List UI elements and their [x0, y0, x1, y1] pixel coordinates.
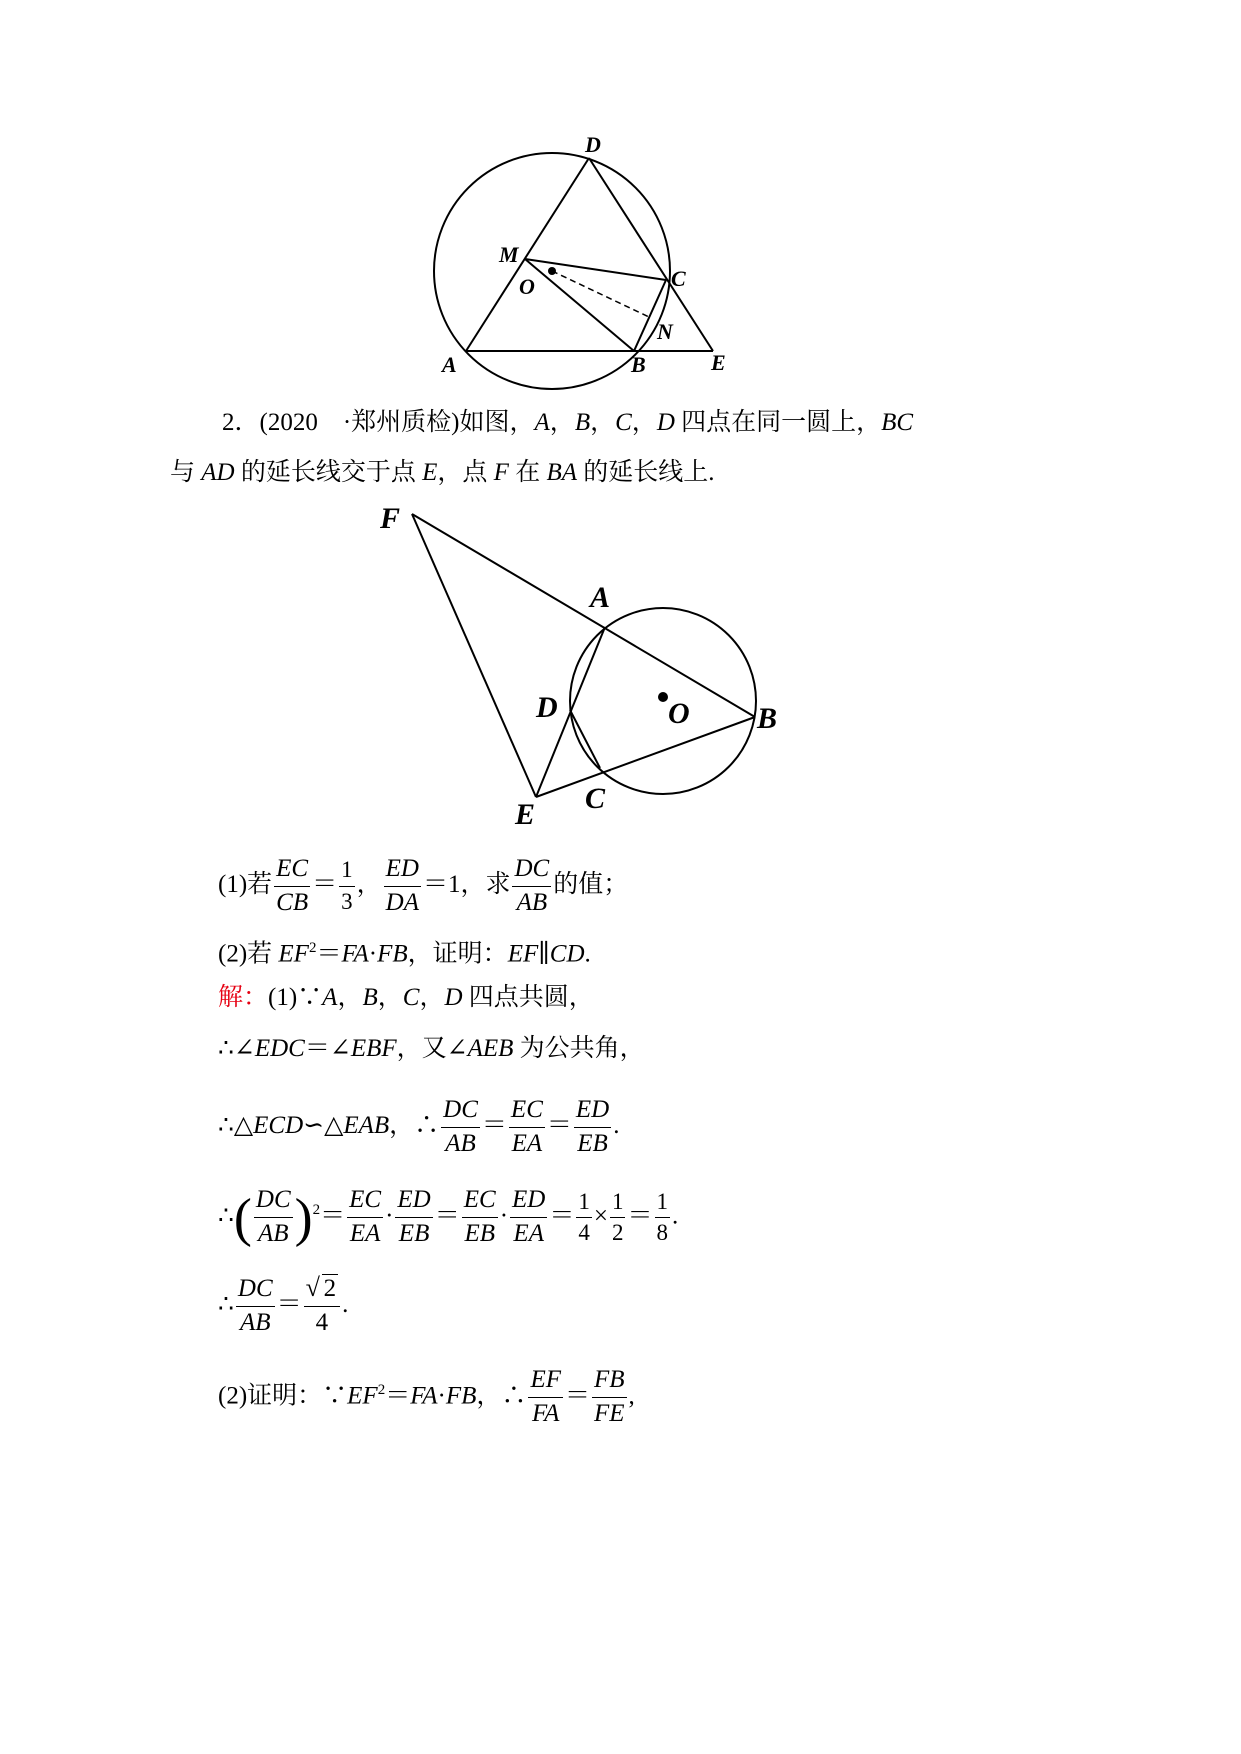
- sol-text: ，又∠: [396, 1035, 468, 1062]
- frac-den: FA: [532, 1400, 560, 1428]
- solution-label: 解：: [218, 984, 269, 1011]
- q1-fraction-1-3: [339, 857, 355, 915]
- sol-eq: ＝: [276, 1290, 302, 1318]
- frac-den: AB: [516, 888, 548, 916]
- sol-text: ，: [419, 984, 445, 1011]
- sol-text: ∴: [218, 1202, 234, 1230]
- q1-fraction-DC-AB: [512, 855, 551, 918]
- frac-den: 4: [578, 1220, 590, 1246]
- sol-text: ∴△: [218, 1111, 254, 1139]
- sol-frac: [528, 1366, 563, 1429]
- sol-frac: [576, 1189, 592, 1247]
- fig2-label-E: E: [515, 798, 536, 831]
- sol-frac: [347, 1186, 383, 1249]
- fig2-label-F: F: [380, 502, 401, 535]
- sol-pt: A: [322, 984, 338, 1011]
- sol-FA: FA: [410, 1382, 438, 1410]
- frac-den: EB: [464, 1220, 495, 1248]
- sol-dot: ·: [385, 1202, 394, 1230]
- sol-tri: EAB: [343, 1111, 390, 1139]
- solution-line-5: [218, 1273, 349, 1336]
- sol-frac: [395, 1186, 432, 1249]
- sol-end: ,: [628, 1382, 635, 1410]
- pt-C: C: [615, 409, 632, 436]
- sol-pt: C: [402, 984, 420, 1011]
- sol-angle: AEB: [467, 1035, 514, 1062]
- pt-A: A: [534, 409, 550, 436]
- frac-num: EC: [462, 1186, 498, 1218]
- sol-text: ＝∠: [304, 1035, 351, 1062]
- frac-den: EB: [398, 1220, 430, 1248]
- frac-num: [304, 1275, 341, 1307]
- seg-BC: BC: [881, 409, 914, 436]
- figure-1-circle-diagram: [430, 125, 770, 400]
- sol-text: 为公共角，: [513, 1035, 645, 1062]
- fig1-label-B: B: [631, 352, 646, 377]
- solution-line-3: [218, 1096, 620, 1157]
- sol-tri: ECD: [253, 1111, 304, 1139]
- fig1-label-E: E: [711, 350, 726, 375]
- sol-text: (2)证明：∵: [218, 1382, 348, 1410]
- sol-eq: ＝: [385, 1382, 411, 1410]
- q2-parallel: ∥: [538, 940, 550, 968]
- q1-sep: ，: [356, 870, 382, 898]
- sol-text: (1)∵: [268, 984, 323, 1011]
- frac-num: 1: [655, 1189, 671, 1218]
- sqrt: [306, 1275, 339, 1304]
- fig1-label-O: O: [519, 274, 535, 299]
- frac-den: 2: [611, 1220, 624, 1246]
- frac-num: FB: [592, 1366, 627, 1398]
- q2-prefix: (2)若: [218, 940, 279, 968]
- stmt-text: 四点在同一圆上，: [674, 409, 882, 436]
- question-1: [218, 855, 629, 916]
- sol-frac: [610, 1189, 626, 1247]
- fig2-line-EB: [536, 717, 755, 797]
- q1-suffix: 的值；: [553, 870, 629, 898]
- fig2-label-O: O: [668, 697, 690, 730]
- sol-times: ×: [593, 1202, 608, 1230]
- sol-eq: ＝: [564, 1382, 590, 1410]
- sol-eq: ＝: [320, 1202, 346, 1230]
- frac-num: DC: [512, 855, 551, 887]
- fig1-line-AD: [466, 158, 589, 351]
- radicand: 2: [323, 1275, 337, 1302]
- solution-line-2: [218, 1024, 645, 1074]
- sol-frac: [574, 1096, 611, 1159]
- q2-EF: EF: [278, 940, 309, 968]
- q2-eq: ＝: [316, 940, 342, 968]
- sol-right-paren: ): [294, 1187, 313, 1248]
- frac-num: EC: [274, 855, 310, 887]
- problem-number: 2．: [222, 409, 260, 436]
- q1-eq2: ＝1，求: [422, 870, 511, 898]
- sol-frac: [509, 1096, 545, 1159]
- frac-num: DC: [441, 1096, 480, 1128]
- sol-eq: ＝: [549, 1202, 575, 1230]
- sol-frac: [510, 1186, 547, 1249]
- pt-E: E: [422, 459, 438, 486]
- frac-den: EB: [577, 1129, 608, 1157]
- pt-B: B: [574, 409, 591, 436]
- q2-mid: ，证明：: [407, 940, 508, 968]
- stmt-text: 在: [508, 459, 547, 486]
- frac-den: EA: [511, 1129, 543, 1157]
- q2-FA: FA: [341, 940, 369, 968]
- sol-eq: ＝: [434, 1202, 460, 1230]
- sol-eq: ＝: [627, 1202, 653, 1230]
- problem-source-close: ): [451, 409, 460, 436]
- sol-end: .: [672, 1202, 679, 1230]
- sol-text: ，∴: [389, 1111, 440, 1139]
- sol-dot: ·: [437, 1382, 446, 1410]
- sol-end: .: [613, 1111, 620, 1139]
- fig1-center-dot: [548, 267, 556, 275]
- frac-num: EC: [347, 1186, 383, 1218]
- sol-frac: [236, 1275, 275, 1338]
- frac-den: 3: [341, 888, 353, 914]
- frac-den: CB: [276, 888, 309, 916]
- fig2-label-C: C: [585, 782, 606, 815]
- frac-num: ED: [395, 1186, 432, 1218]
- frac-den: 8: [656, 1220, 668, 1246]
- fig2-line-FE: [412, 514, 536, 797]
- fig2-label-D: D: [536, 691, 558, 724]
- sol-sup: 2: [312, 1202, 321, 1218]
- solution-line-4: [218, 1185, 679, 1248]
- sol-text: ∽△: [303, 1111, 344, 1139]
- sol-frac: [592, 1366, 627, 1429]
- figure-2-circle-diagram: [370, 495, 790, 840]
- q2-FB: FB: [377, 940, 408, 968]
- sol-frac: [254, 1186, 293, 1249]
- problem-2-statement-line-2: [170, 448, 715, 498]
- stmt-text: ，: [590, 409, 616, 436]
- frac-num: DC: [254, 1186, 293, 1218]
- frac-den: EA: [513, 1220, 544, 1248]
- frac-num: EC: [509, 1096, 545, 1128]
- sol-angle: EBF: [350, 1035, 397, 1062]
- fig1-line-DE: [589, 158, 713, 351]
- problem-source-year: (2020: [259, 409, 318, 436]
- fig2-line-FB: [412, 514, 755, 717]
- frac-num: EF: [528, 1366, 563, 1398]
- frac-num: DC: [236, 1275, 275, 1307]
- sol-text: 四点共圆，: [462, 984, 594, 1011]
- sol-frac: [655, 1189, 671, 1247]
- q1-eq: ＝: [312, 870, 338, 898]
- sol-text: ，∴: [476, 1382, 527, 1410]
- sol-frac: [441, 1096, 480, 1159]
- stmt-text: 的延长线上.: [577, 459, 715, 486]
- frac-den: FE: [594, 1400, 625, 1428]
- fig1-label-M: M: [499, 242, 519, 267]
- sol-pt: B: [362, 984, 378, 1011]
- q2-CD: CD: [549, 940, 585, 968]
- sol-frac-sqrt: [304, 1275, 341, 1338]
- frac-num: 1: [576, 1189, 592, 1218]
- q2-EF2: EF: [507, 940, 539, 968]
- sol-sup: 2: [377, 1382, 386, 1398]
- stmt-text: 如图，: [459, 409, 535, 436]
- frac-num: ED: [574, 1096, 611, 1128]
- q2-end: .: [584, 940, 591, 968]
- sol-left-paren: (: [233, 1187, 252, 1248]
- sol-eq: ＝: [546, 1111, 572, 1139]
- sol-text: ∴∠: [218, 1035, 255, 1062]
- solution-line-6: [218, 1365, 635, 1428]
- frac-den: AB: [257, 1220, 289, 1248]
- problem-source-name: ·郑州质检: [342, 409, 452, 436]
- sol-end: .: [342, 1290, 349, 1318]
- sol-dot: ·: [499, 1202, 509, 1230]
- sol-EF: EF: [347, 1382, 378, 1410]
- radical-sign: √: [305, 1273, 320, 1302]
- fig2-label-A: A: [590, 581, 611, 614]
- fig2-label-B: B: [757, 702, 778, 735]
- pt-D: D: [656, 409, 675, 436]
- q2-dot: ·: [368, 940, 378, 968]
- problem-2-statement-line-1: [222, 398, 913, 448]
- sol-pt: D: [444, 984, 463, 1011]
- fig1-label-D: D: [585, 132, 601, 157]
- q1-fraction-EC-CB: [274, 855, 310, 918]
- seg-BA: BA: [546, 459, 577, 486]
- sol-FB: FB: [445, 1382, 477, 1410]
- question-2: [218, 923, 591, 973]
- frac-num: 1: [610, 1189, 626, 1218]
- sol-text: ，: [337, 984, 363, 1011]
- frac-den: 4: [315, 1308, 329, 1336]
- sol-eq: ＝: [481, 1111, 507, 1139]
- frac-den: DA: [385, 888, 419, 916]
- frac-den: EA: [349, 1220, 381, 1248]
- stmt-text: 与: [170, 459, 202, 486]
- fig2-line-DC: [570, 710, 600, 768]
- q2-sup: 2: [308, 940, 317, 956]
- stmt-text: 的延长线交于点: [234, 459, 423, 486]
- stmt-text: ，: [631, 409, 657, 436]
- seg-AD: AD: [201, 459, 235, 486]
- sol-angle: EDC: [254, 1035, 305, 1062]
- fig2-center-dot: [658, 692, 668, 702]
- solution-line-1: [218, 973, 594, 1023]
- pt-F: F: [493, 459, 509, 486]
- stmt-text: ，: [549, 409, 575, 436]
- sol-text: ∴: [218, 1290, 234, 1318]
- frac-num: 1: [339, 857, 355, 886]
- q1-fraction-ED-DA: [384, 855, 421, 918]
- frac-num: ED: [384, 855, 421, 887]
- stmt-text: ，点: [437, 459, 494, 486]
- fig1-label-A: A: [442, 352, 457, 377]
- frac-num: ED: [510, 1186, 547, 1218]
- q1-prefix: (1)若: [218, 870, 273, 898]
- fig1-label-N: N: [657, 319, 673, 344]
- sol-text: ，: [377, 984, 403, 1011]
- frac-den: AB: [240, 1308, 271, 1336]
- sol-frac: [462, 1186, 498, 1249]
- fig1-label-C: C: [671, 266, 686, 291]
- frac-den: AB: [445, 1129, 476, 1157]
